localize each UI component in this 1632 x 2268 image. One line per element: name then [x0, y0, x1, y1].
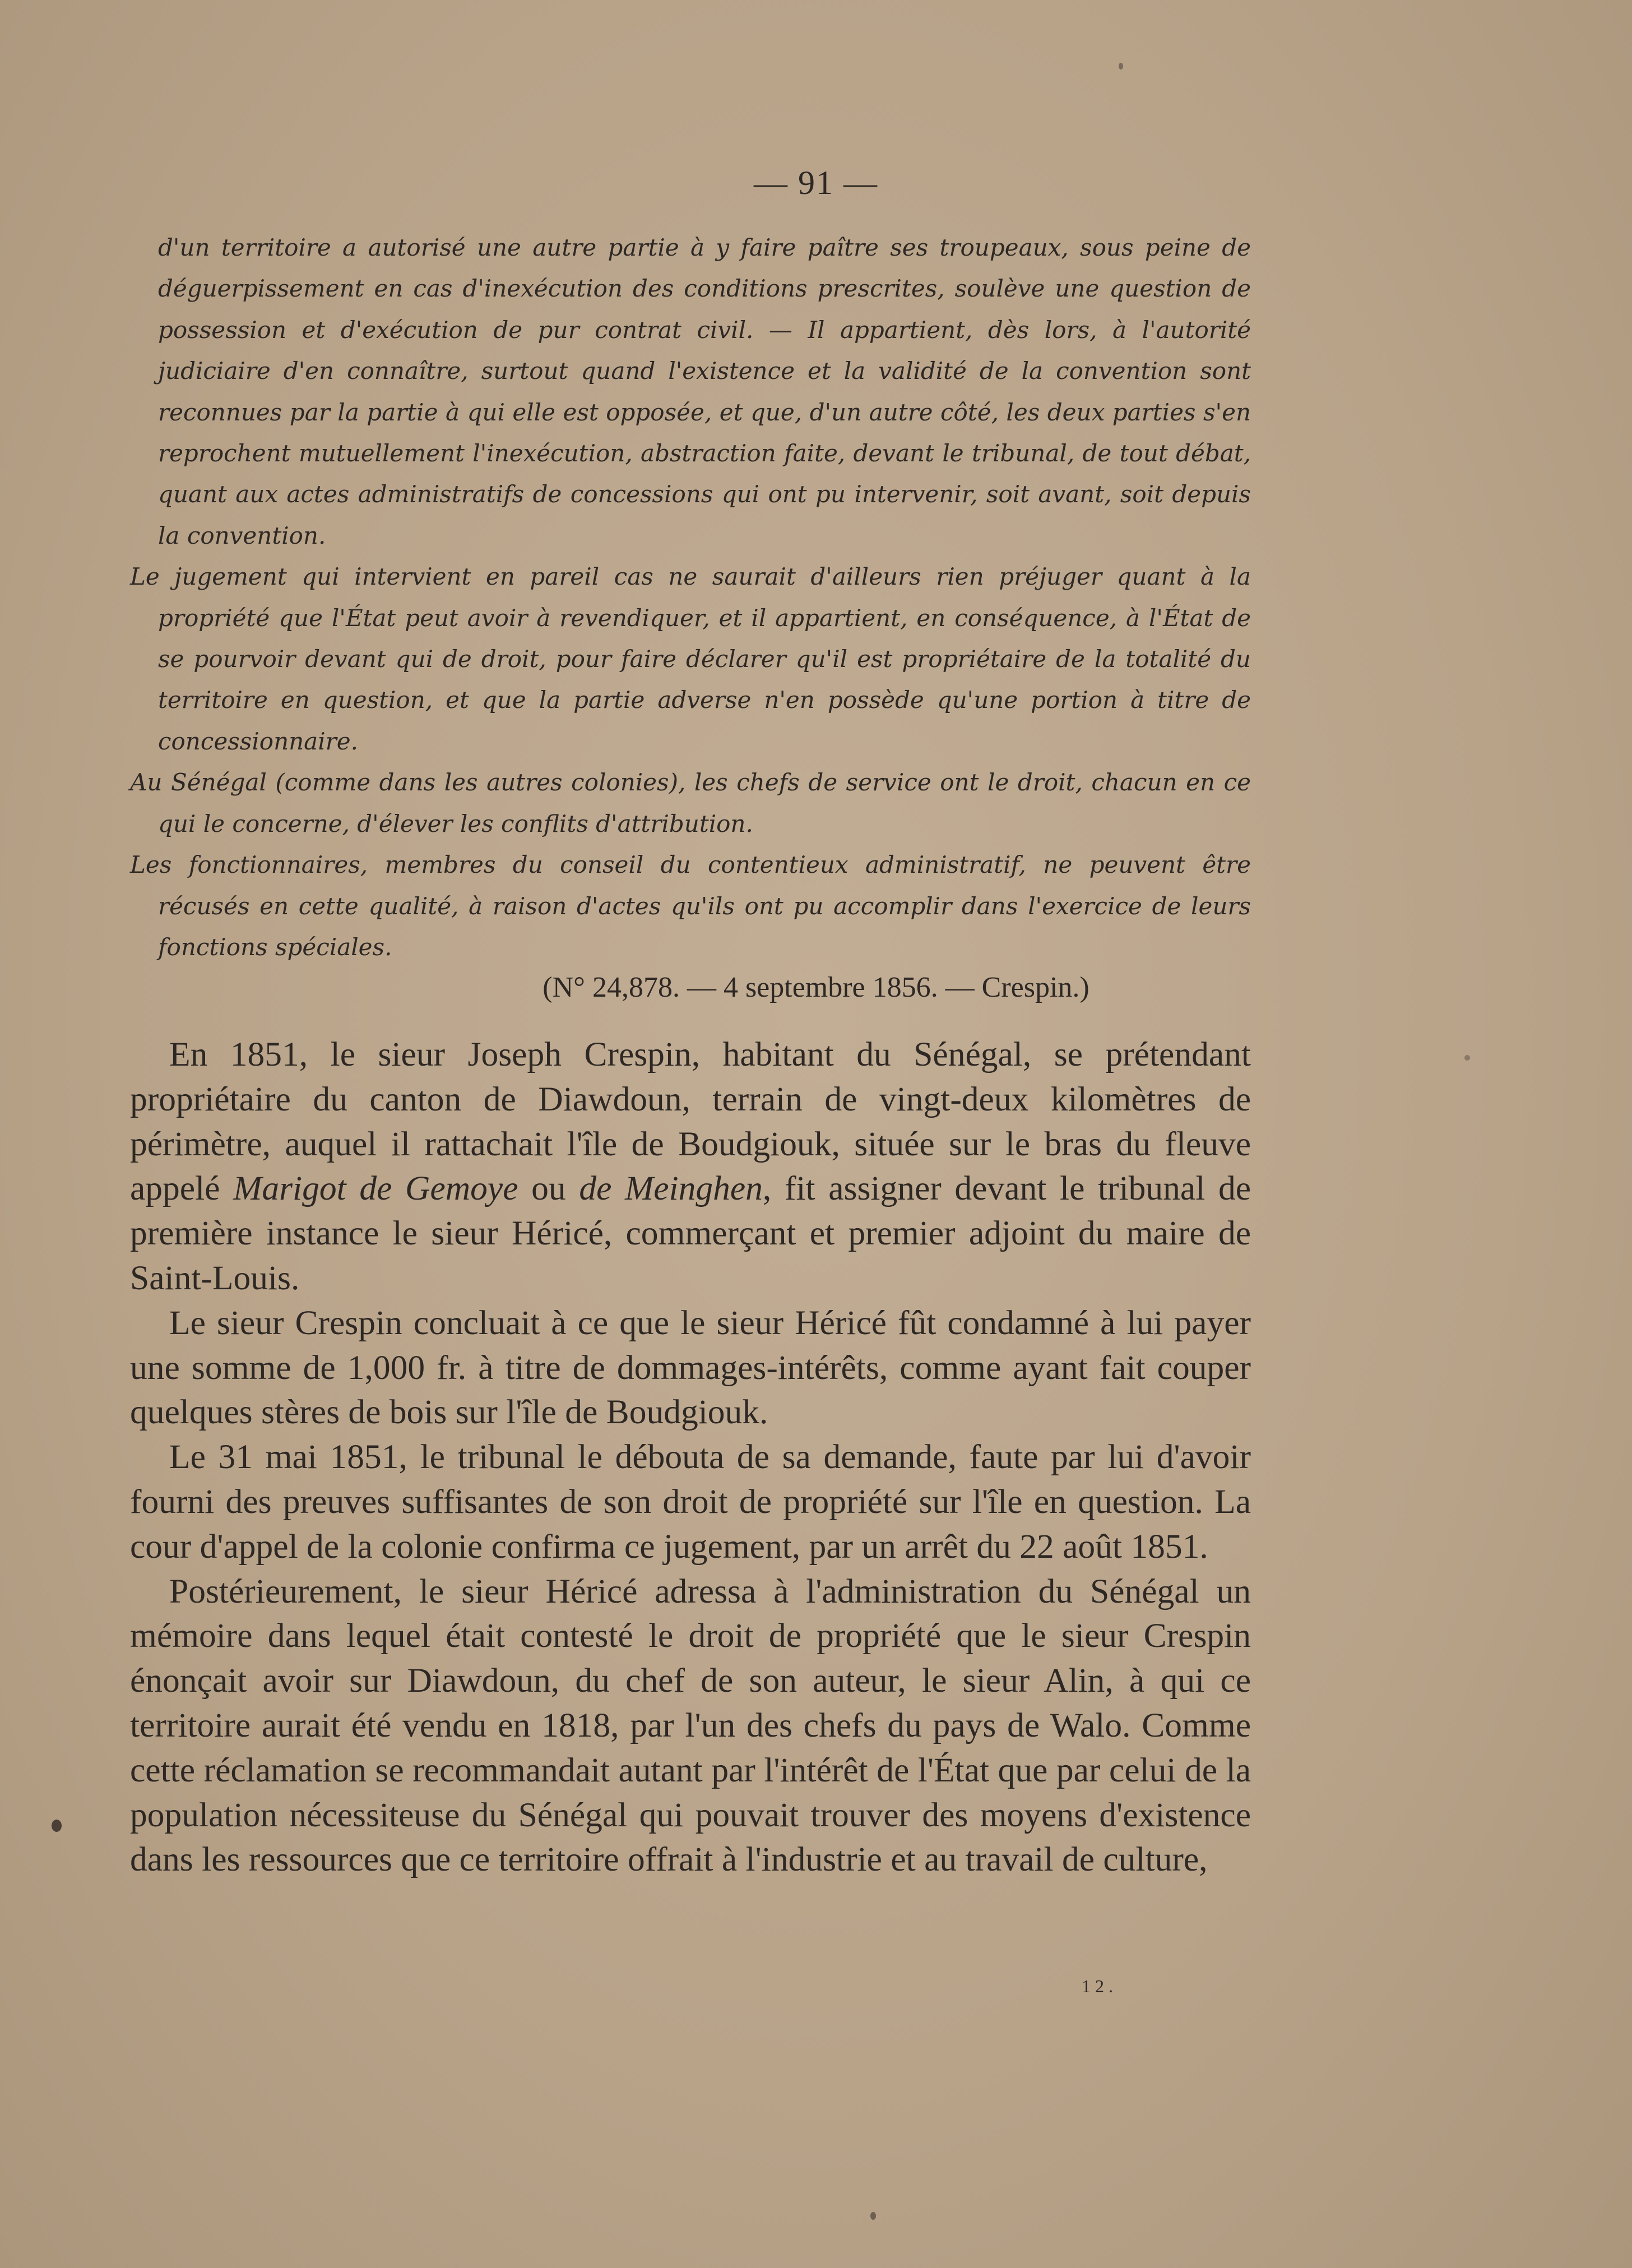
case-citation: (N° 24,878. — 4 septembre 1856. — Crespin.) [543, 971, 1089, 1003]
paper-speck [1119, 63, 1123, 70]
page-number: — 91 — [754, 164, 878, 201]
body-paragraph [130, 1033, 1251, 1301]
signature-mark: 12. [1082, 1976, 1118, 1996]
text-run: , fit assigner devant le tribunal de première instance le sieur Héricé, commerçant et premier adjoint du maire de Saint-Louis. [130, 1169, 1251, 1297]
body-paragraph: Le 31 mai 1851, le tribunal le débouta de sa demande, faute par lui d'avoir fourni des preuves suffisantes de son droit de propriété sur l'île en question. La cour d'appel de la colonie confirma ce jugement, par un arrêt du 22 août 1851. [130, 1438, 1251, 1566]
paper-speck [1464, 1055, 1470, 1061]
place-name: de Meinghen [579, 1169, 763, 1208]
body-text [130, 1033, 1251, 1882]
summary-paragraph: Les fonctionnaires, membres du conseil du contentieux administratif, ne peuvent être récusés en cette qualité, à raison d'actes qu'ils ont pu accomplir dans l'exercice de leurs fonctions spéciales. [130, 851, 1251, 961]
text-run: ou [518, 1169, 579, 1208]
summary-paragraph: d'un territoire a autorisé une autre partie à y faire paître ses troupeaux, sous peine de déguerpissement en cas d'inexécution des conditions prescrites, soulève une question de possession et d'exécution de pur contrat civil. — Il appartient, dès lors, à l'autorité judiciaire d'en connaître, surtout quand l'existence et la validité de la convention sont reconnues par la partie à qui elle est opposée, et que, d'un autre côté, les deux parties s'en reprochent mutuellement l'inexécution, abstraction faite, devant le tribunal, de tout débat, quant aux actes administratifs de concessions qui ont pu intervenir, soit avant, soit depuis la convention. [158, 234, 1251, 549]
paper-speck [52, 1820, 62, 1832]
place-name: Marigot de Gemoye [233, 1169, 518, 1208]
summary-paragraph: Au Sénégal (comme dans les autres colonies), les chefs de service ont le droit, chacun en ce qui le concerne, d'élever les conflits d'attribution. [130, 769, 1251, 837]
body-paragraph: Le sieur Crespin concluait à ce que le sieur Héricé fût condamné à lui payer une somme de 1,000 fr. à titre de dommages-intérêts, comme ayant fait couper quelques stères de bois sur l'île de Boudgiouk. [130, 1303, 1251, 1432]
summary-block [130, 227, 1251, 968]
body-paragraph: Postérieurement, le sieur Héricé adressa à l'administration du Sénégal un mémoire dans lequel était contesté le droit de propriété que le sieur Crespin énonçait avoir sur Diawdoun, du chef de son auteur, le sieur Alin, à qui ce territoire aurait été vendu en 1818, par l'un des chefs du pays de Walo. Comme cette réclamation se recommandait autant par l'intérêt de l'État que par celui de la population nécessiteuse du Sénégal qui pouvait trouver des moyens d'existence dans les ressources que ce territoire offrait à l'industrie et au travail de culture, [130, 1572, 1251, 1879]
text-run: En 1851, le sieur Joseph Crespin, habitant du Sénégal, se prétendant propriétaire du canton de Diawdoun, terrain de vingt-deux kilomètres de périmètre, auquel il rattachait l'île de Boudgiouk, située sur le bras du fleuve appelé [130, 1035, 1251, 1208]
paper-speck [870, 2212, 876, 2220]
summary-paragraph: Le jugement qui intervient en pareil cas ne saurait d'ailleurs rien préjuger quant à la propriété que l'État peut avoir à revendiquer, et il appartient, en conséquence, à l'État de se pourvoir devant qui de droit, pour faire déclarer qu'il est propriétaire de la totalité du territoire en question, et que la partie adverse n'en possède qu'une portion à titre de concessionnaire. [130, 563, 1251, 755]
